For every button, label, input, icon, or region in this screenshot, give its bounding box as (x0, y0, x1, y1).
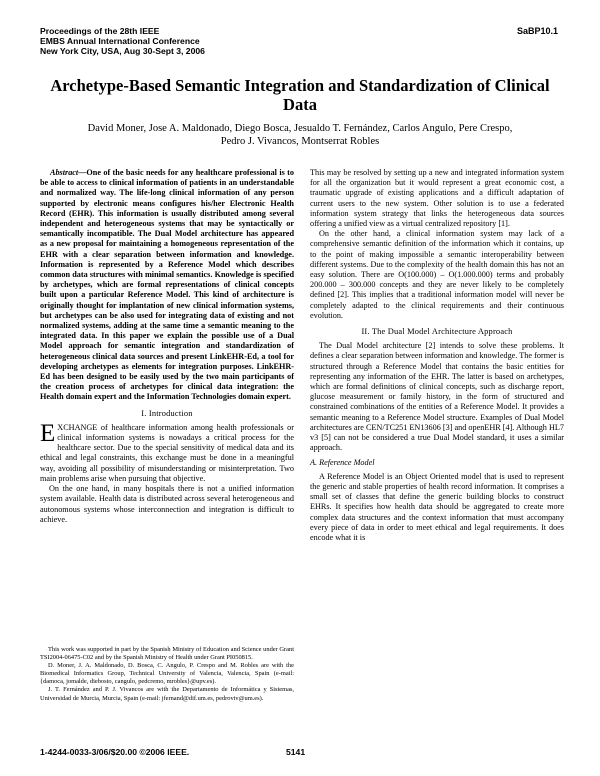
conference-name: Proceedings of the 28th IEEE (40, 26, 160, 36)
abstract (40, 168, 294, 403)
intro-paragraph: On the other hand, a clinical information system may lack of a comprehensive semantic definition of the information which it contains, up to the point of making impossible a semantic interoperability between different systems. Due to the complexity of the health domain this has not an easy solution. There are O(100.000) – O(1.000.000) terms and probably 200.000 – 300.000 concepts and they are never likely to be completely defined [2]. This implies that a traditional information model will never be completely adapted to the clinical requirements and their continuous evolution. (310, 229, 564, 320)
footnote-affiliation: J. T. Fernández and P. J. Vivancos are with the Departamento de Informática y Sistemas, Universidad de Murcia, Murcia, Spain (e-mail: jfernand@dif.um.es, pedroviv@um.es). (40, 686, 294, 702)
intro-paragraph: On the one hand, in many hospitals there is not a unified information system available. Health data is distributed across several heterogeneous and autonomous systems whose interconnection and integration is difficult to achieve. (40, 484, 294, 524)
footnote-affiliation: D. Moner, J. A. Maldonado, D. Bosca, C. Angulo, P. Crespo and M. Robles are with the Biomedical Informatics Group, Technical University of Valencia, Valencia, Spain (e-mail: {damoca, jomalde, diebosto, cangulo, pedcremo, mrobles}@upv.es). (40, 662, 294, 686)
paper-title: Archetype-Based Semantic Integration and Standardization of Clinical Data (50, 76, 550, 114)
right-column (310, 168, 564, 543)
intro-paragraph: This may be resolved by setting up a new and integrated information system for all the organization but it would represent a great economic cost, a traumatic upgrade of existing applications and a difficult adaptation of current users to the new system. Other solution is to use a federated information system strategy that links the heterogeneous data sources offering a unified view as a virtual centralized repository [1]. (310, 168, 564, 229)
body-paragraph: A Reference Model is an Object Oriented model that is used to represent the generic and stable properties of health record information. It comprises a small set of classes that define the generic building blocks to construct EHRs. It specifies how health data should be aggregated to create more complex data structures and the context information that must accompany every piece of data in order to meet ethical and legal requirements. It does encode what it is (310, 471, 564, 542)
conference-location-date: New York City, USA, Aug 30-Sept 3, 2006 (40, 46, 205, 56)
page-number: 5141 (286, 747, 306, 757)
footnotes (40, 646, 294, 703)
copyright-isbn: 1-4244-0033-3/06/$20.00 ©2006 IEEE. (40, 747, 190, 757)
body-paragraph: The Dual Model architecture [2] intends to solve these problems. It defines a clear separation between information and knowledge. The former is structured through a Reference Model that contains the basic entities for representing any information of the EHR. The latter is based on archetypes, which are formal definitions of clinical concepts, such as discharge report, glucose measurement or family history, in the form of structured and constrained combinations of the entities of a Reference Model. It provides a semantic meaning to a Reference Model structure. Examples of Dual Model architectures are CEN/TC251 EN13606 [3] and openEHR [4]. Although HL7 v3 [5] can not be considered a true Dual Model standard, it uses a similar approach. (310, 341, 564, 453)
conference-header (40, 26, 205, 56)
intro-paragraph: EXCHANGE of healthcare information among health professionals or clinical information systems is nowadays a critical process for the healthcare sector. Due to the special sensitivity of medical data and its ethical and legal constraints, this exchange must be done in a meaningful way, avoiding all possibility of misunderstanding or misinterpretation. Two main problems arise when pursuing that objective. (40, 419, 294, 483)
section-heading-introduction: I. Introduction (141, 408, 193, 418)
author-line: Pedro J. Vivancos, Montserrat Robles (220, 136, 380, 147)
drop-cap: E (40, 419, 56, 447)
section-heading-dual-model: II. The Dual Model Architecture Approach (361, 327, 513, 337)
paper-id: SaBP10.1 (516, 26, 558, 36)
left-column (40, 168, 294, 525)
conference-subtitle: EMBS Annual International Conference (40, 36, 200, 46)
footnote-funding: This work was supported in part by the Spanish Ministry of Education and Science under Grant TSI2004-06475-C02 and by the Spanish Ministry of Health under Grant PI050815. (40, 646, 294, 662)
author-line: David Moner, Jose A. Maldonado, Diego Bosca, Jesualdo T. Fernández, Carlos Angulo, Pere Crespo, (87, 123, 513, 134)
author-list (40, 122, 560, 148)
abstract-label: Abstract (50, 168, 79, 177)
subsection-heading-reference-model: A. Reference Model (310, 458, 375, 468)
abstract-text: —One of the basic needs for any healthcare professional is to be able to access to clinical information of patients in an understandable and normalized way. The life-long clinical information of any person supported by electronic means configures his/her Electronic Health Record (EHR). This information is usually distributed among several independent and heterogeneous systems that may be syntactically or semantically incompatible. The Dual Model architecture has appeared as a new proposal for maintaining a homogeneous representation of the EHR with a clear separation between information and knowledge. Information is represented by a Reference Model which describes common data structures with minimal semantics. Knowledge is specified by archetypes, which are formal representations of clinical concepts built upon a particular Reference Model. This kind of architecture is originally thought for implantation of new clinical information systems, but archetypes can be also used for integrating data of existing and not normalized systems, adding at the same time a semantic meaning to the integrated data. In this paper we explain the possible use of a Dual Model approach for semantic integration and standardization of heterogeneous clinical data sources and present LinkEHR-Ed, a tool for developing archetypes as elements for integration purposes. LinkEHR-Ed has been designed to be easily used by the two main participants of the creation process of archetypes for clinical data integration: the Health domain expert and the Information Technologies domain expert. (40, 168, 294, 402)
